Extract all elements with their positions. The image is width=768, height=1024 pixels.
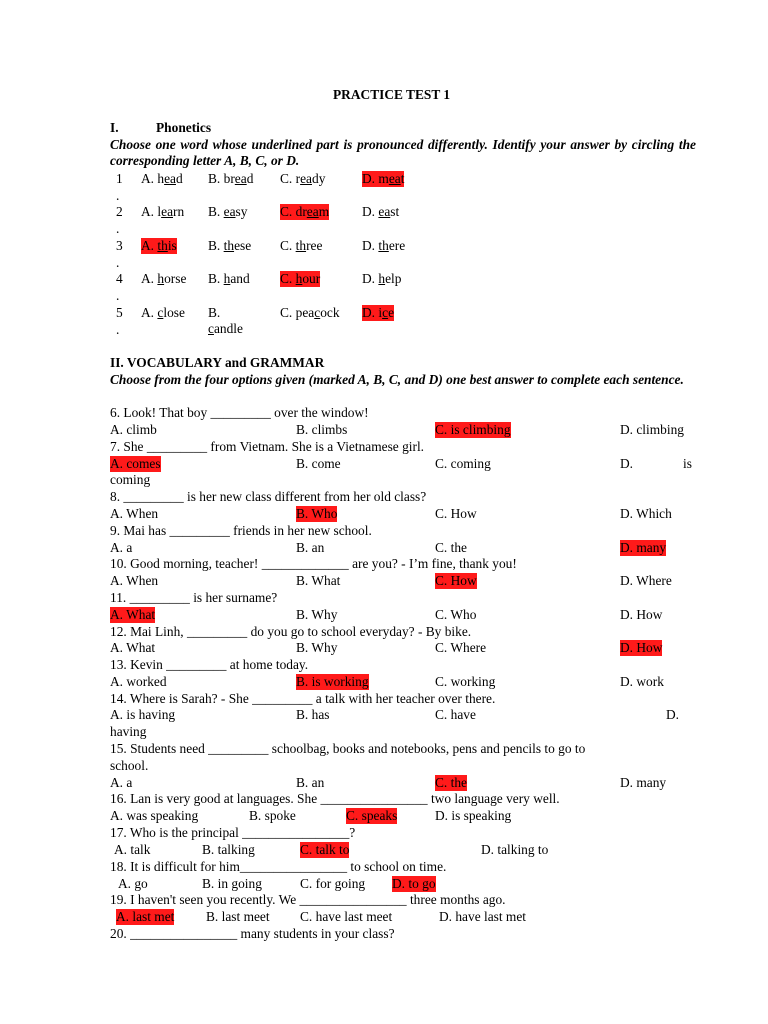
option: C. the xyxy=(435,540,467,555)
word-prefix: r xyxy=(295,171,301,186)
item-number-dot: . xyxy=(116,288,120,303)
option: D. is speaking xyxy=(435,808,512,823)
option xyxy=(141,271,186,287)
option xyxy=(208,271,250,287)
item-number-dot: . xyxy=(116,221,120,236)
option: B. Why xyxy=(296,607,338,622)
question: 14. Where is Sarah? - She _________ a talk with her teacher over there. xyxy=(110,691,496,706)
section-heading: Phonetics xyxy=(156,120,212,135)
word-suffix: ese xyxy=(234,238,252,253)
option: A. a xyxy=(110,775,133,790)
underlined-part: ea xyxy=(378,204,391,219)
item-number: 3 xyxy=(116,238,123,253)
option: D. many xyxy=(620,775,667,790)
option-letter: C. xyxy=(280,271,293,286)
option: B. last meet xyxy=(206,909,270,924)
word-suffix: lose xyxy=(163,305,185,320)
question: 16. Lan is very good at languages. She ________________ two language very well. xyxy=(110,791,560,806)
question-continued: school. xyxy=(110,758,149,773)
option: A. go xyxy=(118,876,148,891)
option-letter: B. xyxy=(208,271,221,286)
question: 13. Kevin _________ at home today. xyxy=(110,657,309,672)
option: A. a xyxy=(110,540,133,555)
option xyxy=(280,171,325,187)
word-suffix: our xyxy=(302,271,321,286)
option: D. Which xyxy=(620,506,672,521)
option: B. come xyxy=(296,456,341,471)
option-letter: C. xyxy=(280,204,293,219)
section-instruction: Choose from the four options given (marked A, B, C, and D) one best answer to complete each sentence. xyxy=(110,372,684,387)
option: B. an xyxy=(296,775,325,790)
option: C. Who xyxy=(435,607,477,622)
item-number: 1 xyxy=(116,171,123,186)
option: A. What xyxy=(110,640,156,655)
word-suffix: is xyxy=(167,238,177,253)
option: D. work xyxy=(620,674,664,689)
question: 12. Mai Linh, _________ do you go to school everyday? - By bike. xyxy=(110,624,472,639)
option: C. have xyxy=(435,707,476,722)
word-suffix: ree xyxy=(306,238,323,253)
option: A. climb xyxy=(110,422,157,437)
underlined-part: h xyxy=(378,271,386,286)
option xyxy=(362,271,401,287)
option-letter: A. xyxy=(141,238,155,253)
option: A. talk xyxy=(114,842,151,857)
option: D. climbing xyxy=(620,422,684,437)
word-prefix: dr xyxy=(295,204,307,219)
word-suffix: ere xyxy=(388,238,406,253)
item-number: 5 xyxy=(116,305,123,320)
word-suffix: andle xyxy=(213,321,243,336)
option-letter: C. xyxy=(280,171,293,186)
option-answer xyxy=(362,171,404,187)
option-answer: C. How xyxy=(435,573,477,588)
option-letter: B. xyxy=(208,171,221,186)
question: 11. _________ is her surname? xyxy=(110,590,278,605)
option: D. How xyxy=(620,607,663,622)
option-answer: D. many xyxy=(620,540,667,555)
item-number: 2 xyxy=(116,204,123,219)
word-prefix: br xyxy=(223,171,235,186)
underlined-part: th xyxy=(223,238,235,253)
option-letter: C. xyxy=(280,238,293,253)
option: C. coming xyxy=(435,456,491,471)
option-letter: C. xyxy=(280,305,293,320)
option xyxy=(280,305,340,321)
underlined-part: ea xyxy=(223,204,236,219)
word-suffix: and xyxy=(230,271,250,286)
option-answer xyxy=(280,271,320,287)
underlined-part: th xyxy=(157,238,168,253)
option-letter: D. xyxy=(362,171,376,186)
option-answer: D. How xyxy=(620,640,663,655)
underlined-part: ea xyxy=(388,171,401,186)
word-suffix: rn xyxy=(173,204,185,219)
option: is xyxy=(683,456,692,471)
option: A. When xyxy=(110,506,159,521)
option-letter: D. xyxy=(362,238,376,253)
option: B. in going xyxy=(202,876,262,891)
word-suffix: e xyxy=(388,305,395,320)
option xyxy=(208,305,243,337)
word-suffix: t xyxy=(400,171,405,186)
word-prefix: h xyxy=(157,171,165,186)
option xyxy=(208,171,253,187)
option: having xyxy=(110,724,147,739)
option: C. How xyxy=(435,506,477,521)
underlined-part: h xyxy=(157,271,165,286)
underlined-part: h xyxy=(223,271,231,286)
word-prefix: i xyxy=(378,305,383,320)
option-letter: A. xyxy=(141,171,155,186)
option xyxy=(208,204,247,220)
underlined-part: th xyxy=(295,238,307,253)
word-suffix: orse xyxy=(164,271,187,286)
question: 10. Good morning, teacher! _____________ are you? - I’m fine, thank you! xyxy=(110,556,517,571)
word-suffix: d xyxy=(175,171,183,186)
option: C. working xyxy=(435,674,496,689)
word-suffix: st xyxy=(390,204,400,219)
option: D. xyxy=(620,456,634,471)
option-answer: C. is climbing xyxy=(435,422,511,437)
page-title: PRACTICE TEST 1 xyxy=(333,87,451,102)
word-suffix: dy xyxy=(312,171,326,186)
option: B. Why xyxy=(296,640,338,655)
question: 17. Who is the principal ________________? xyxy=(110,825,356,840)
option-answer xyxy=(280,204,329,220)
option: B. climbs xyxy=(296,422,348,437)
option-answer: A. last met xyxy=(116,909,175,924)
item-number-dot: . xyxy=(116,255,120,270)
option: D. have last met xyxy=(439,909,527,924)
section-number: I. xyxy=(110,120,119,135)
underlined-part: ea xyxy=(164,171,176,186)
option: B. an xyxy=(296,540,325,555)
option-answer xyxy=(362,305,394,321)
option xyxy=(141,305,185,321)
word-prefix: m xyxy=(378,171,389,186)
option-letter: B. xyxy=(208,204,221,219)
question: 15. Students need _________ schoolbag, books and notebooks, pens and pencils to go to xyxy=(110,741,586,756)
question: 8. _________ is her new class different from her old class? xyxy=(110,489,427,504)
option-answer: C. speaks xyxy=(346,808,398,823)
option: D. xyxy=(666,707,680,722)
question: 7. She _________ from Vietnam. She is a Vietnamese girl. xyxy=(110,439,425,454)
option-answer: C. the xyxy=(435,775,467,790)
option: A. was speaking xyxy=(110,808,199,823)
option xyxy=(208,238,251,254)
option-letter: B. xyxy=(208,305,221,320)
word-suffix: m xyxy=(318,204,330,219)
word-suffix: sy xyxy=(235,204,248,219)
option-answer: A. What xyxy=(110,607,156,622)
section-heading: II. VOCABULARY and GRAMMAR xyxy=(110,355,325,370)
underlined-part: c xyxy=(157,305,164,320)
underlined-part: ea xyxy=(300,171,312,186)
underlined-part: ea xyxy=(306,204,319,219)
underlined-part: h xyxy=(295,271,303,286)
option: coming xyxy=(110,472,151,487)
option-answer: D. to go xyxy=(392,876,436,891)
option-answer: B. Who xyxy=(296,506,338,521)
option-letter: D. xyxy=(362,204,376,219)
option: C. have last meet xyxy=(300,909,393,924)
underlined-part: c xyxy=(208,321,214,336)
option: B. What xyxy=(296,573,341,588)
option: B. talking xyxy=(202,842,255,857)
option xyxy=(362,238,405,254)
underlined-part: ea xyxy=(161,204,174,219)
underlined-part: c xyxy=(314,305,321,320)
option: C. Where xyxy=(435,640,487,655)
underlined-part: th xyxy=(378,238,389,253)
word-prefix: l xyxy=(157,204,162,219)
option xyxy=(280,238,322,254)
option-answer: B. is working xyxy=(296,674,369,689)
question: 6. Look! That boy _________ over the window! xyxy=(110,405,369,420)
section-instruction: Choose one word whose underlined part is pronounced differently. Identify your answer by circling the corresponding letter A, B, C, or D. xyxy=(110,137,696,168)
option: B. has xyxy=(296,707,330,722)
question: 20. ________________ many students in your class? xyxy=(110,926,395,941)
option-letter: A. xyxy=(141,271,155,286)
option: B. spoke xyxy=(249,808,296,823)
option-letter: D. xyxy=(362,305,376,320)
option-letter: D. xyxy=(362,271,376,286)
option-letter: A. xyxy=(141,204,155,219)
option xyxy=(141,171,183,187)
option: C. for going xyxy=(300,876,366,891)
item-number: 4 xyxy=(116,271,123,286)
word-prefix: pea xyxy=(295,305,315,320)
question: 9. Mai has _________ friends in her new school. xyxy=(110,523,372,538)
question: 18. It is difficult for him________________ to school on time. xyxy=(110,859,447,874)
option: A. worked xyxy=(110,674,167,689)
option-letter: A. xyxy=(141,305,155,320)
option xyxy=(141,204,184,220)
word-suffix: elp xyxy=(385,271,402,286)
option: D. Where xyxy=(620,573,672,588)
word-suffix: ock xyxy=(320,305,340,320)
option: D. talking to xyxy=(481,842,549,857)
option-letter: B. xyxy=(208,238,221,253)
option-answer: A. comes xyxy=(110,456,161,471)
option-answer: C. talk to xyxy=(300,842,350,857)
item-number-dot: . xyxy=(116,322,120,337)
underlined-part: c xyxy=(382,305,389,320)
option: A. When xyxy=(110,573,159,588)
option-answer xyxy=(141,238,177,254)
question: 19. I haven't seen you recently. We ________________ three months ago. xyxy=(110,892,506,907)
underlined-part: ea xyxy=(234,171,247,186)
option xyxy=(362,204,399,220)
word-suffix: d xyxy=(246,171,254,186)
item-number-dot: . xyxy=(116,188,120,203)
option: A. is having xyxy=(110,707,176,722)
